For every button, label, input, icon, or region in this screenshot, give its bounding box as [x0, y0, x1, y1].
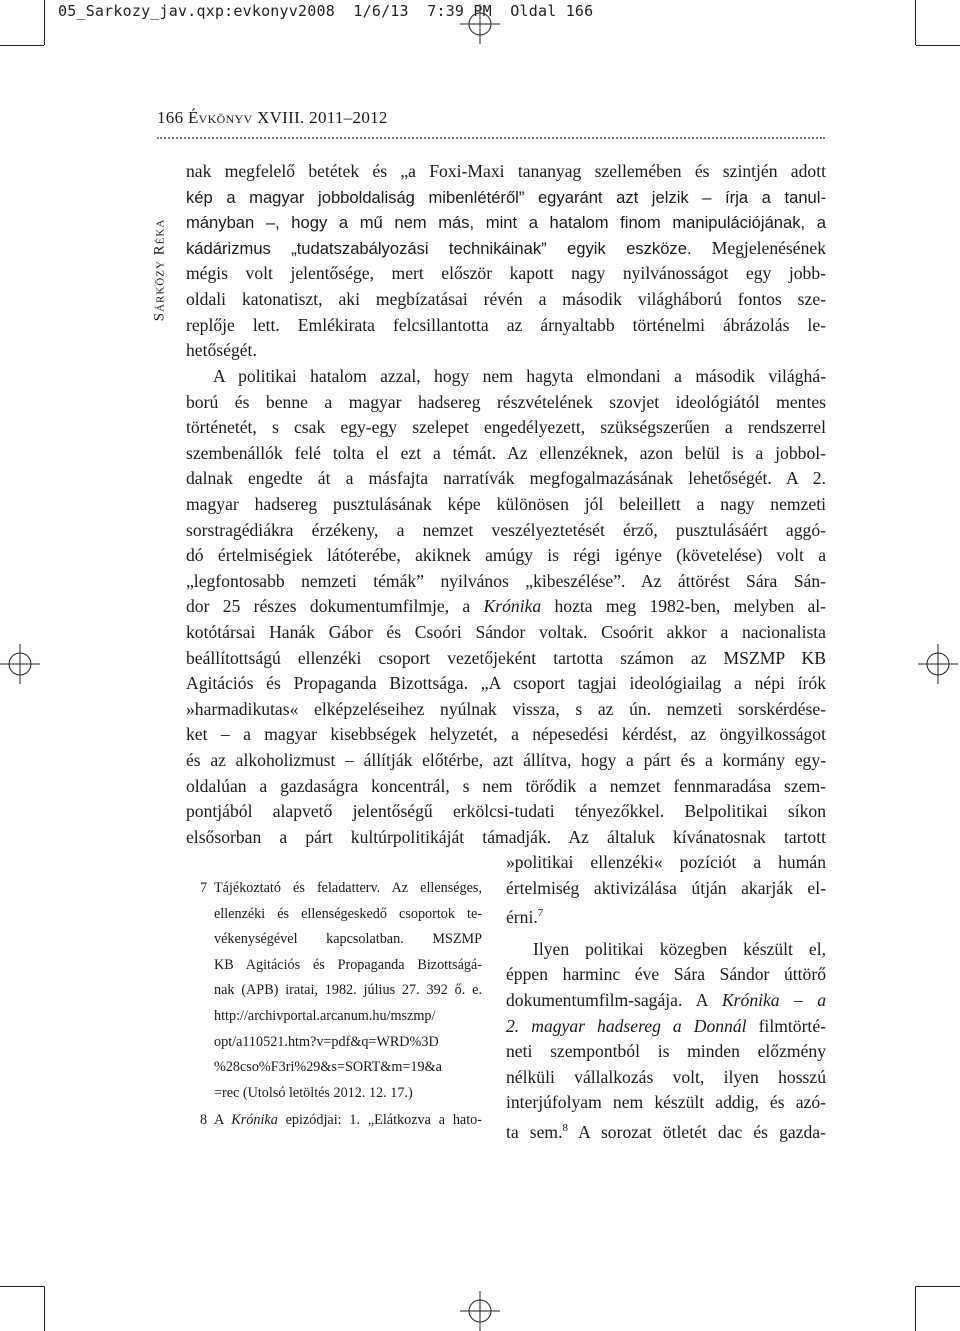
- text-line: értelmiség aktivizálása útján akarják el-: [506, 877, 826, 898]
- text-line: nélküli vállalkozás volt, ilyen hosszú: [506, 1066, 826, 1087]
- text-line: oldalúan a gazdaságra koncentrál, s nem törődik a nemzet fennmaradása szem-: [186, 775, 826, 796]
- text-line: dalnak engedte át a másfajta narratívák megfogalmazásának lehetőségét. A 2.: [186, 468, 826, 489]
- text-line: »harmadikutas« elképzeléseihez nyúlnak vissza, s az ún. nemzeti sorskérdése-: [186, 698, 826, 719]
- footnote-line: [214, 1108, 482, 1134]
- crop-mark: [915, 0, 916, 45]
- registration-mark-icon: [460, 4, 500, 44]
- crop-mark: [0, 45, 44, 46]
- author-name: Sárközy Réka: [151, 218, 168, 322]
- footnote-line: nak (APB) iratai, 1982. július 27. 392 ő. e.: [214, 982, 482, 999]
- text-span: kádárizmus „tudatszabályozási technikáinak” egyik eszköze.: [186, 238, 692, 258]
- text-line: [506, 988, 826, 1014]
- text-line: mégis volt jelentősége, mert először kapott nagy nyilvánosságot egy jobb-: [186, 263, 826, 284]
- text-span: A sorozat ötletét dac és gazda-: [568, 1121, 826, 1142]
- text-line: ború és benne a magyar hadsereg részvételének szovjet ideológiától mentes: [186, 391, 826, 412]
- text-span: dokumentumfilm-sagája. A: [506, 989, 722, 1010]
- crop-mark: [0, 1286, 44, 1287]
- text-line: kép a magyar jobboldaliság mibenlétéről” egyaránt azt jelzik – írja a tanul-: [186, 187, 826, 207]
- spacer: [506, 927, 826, 937]
- text-line: és az alkoholizmust – állítják előtérbe, azt állítva, hogy a párt és a kormány egy-: [186, 749, 826, 770]
- text-span: ta sem.: [506, 1121, 563, 1142]
- crop-mark: [44, 1286, 45, 1331]
- footnote-line: vékenységével kapcsolatban. MSZMP: [214, 931, 482, 948]
- text-line: replője lett. Emlékirata felcsillantotta az árnyaltabb történelmi ábrázolás le-: [186, 314, 826, 335]
- footnote-8: [200, 1108, 482, 1134]
- registration-mark-icon: [918, 644, 958, 684]
- text-line: magyar hadsereg pusztulásának képe különösen jól beleillett a nagy nemzeti: [186, 493, 826, 514]
- registration-mark-icon: [460, 1291, 500, 1331]
- italic-title: 2. magyar hadsereg a Donnál: [506, 1015, 747, 1036]
- text-line: szembenállók felé tolta el ezt a témát. Az ellenzéknek, azon belül is a jobbol-: [186, 442, 826, 463]
- text-line: „legfontosabb nemzeti témák” nyilvános „kibeszélése”. Az áttörést Sára Sán-: [186, 570, 826, 591]
- text-span: epizódjai: 1. „Elátkozva a hato-: [277, 1112, 482, 1128]
- footnote-text: [214, 876, 482, 1106]
- paragraph-2: [186, 364, 826, 850]
- footnote-url[interactable]: %28cso%F3ri%29&s=SORT&m=19&a: [214, 1059, 442, 1076]
- text-line: neti szempontból is minden előzmény: [506, 1041, 826, 1062]
- footnote-url[interactable]: http://archivportal.arcanum.hu/mszmp/: [214, 1007, 436, 1024]
- right-column: [506, 850, 826, 1142]
- text-line: [186, 236, 826, 262]
- paragraph-1: [186, 159, 826, 364]
- text-line: ket – a magyar kisebbségek helyzetét, a népesedési kérdést, az öngyilkosságot: [186, 724, 826, 745]
- text-span: A: [214, 1112, 232, 1128]
- text-line: [506, 1116, 826, 1142]
- text-span: filmtörté-: [746, 1015, 826, 1036]
- text-line: nak megfelelő betétek és „a Foxi-Maxi tananyag szellemében és szintjén adott: [186, 161, 826, 181]
- text-line: dó értelmiségiek látóterébe, akiknek amúgy is régi igénye (követelése) volt a: [186, 545, 826, 566]
- page-number: 166: [157, 108, 184, 127]
- italic-title: Krónika: [483, 596, 542, 617]
- text-line: [186, 594, 826, 620]
- footnote-number: 8: [200, 1112, 208, 1128]
- text-line: sorstragédiákra érzékeny, a nemzet veszélyeztetését érző, pusztulásáért aggó-: [186, 519, 826, 540]
- footnote-text: [214, 1108, 482, 1134]
- footnote-7: [200, 876, 482, 1108]
- italic-title: Krónika: [231, 1112, 278, 1128]
- footnote-number: 7: [200, 880, 208, 896]
- text-line: történetét, s csak egy-egy szelepet engedélyezett, szükségszerűen a rendszerrel: [186, 417, 826, 438]
- text-line: kotótársai Hanák Gábor és Csoóri Sándor voltak. Csoórit akkor a nacionalista: [186, 621, 826, 642]
- text-line: »politikai ellenzéki« pozíciót a humán: [506, 852, 826, 872]
- footnote-line: =rec (Utolsó letöltés 2012. 12. 17.): [214, 1084, 413, 1101]
- footnote-ref-8[interactable]: 8: [562, 1121, 569, 1134]
- book-years: 2011–2012: [309, 108, 388, 127]
- footnote-url[interactable]: opt/a110521.htm?v=pdf&q=WRD%3D: [214, 1033, 439, 1050]
- footnote-ref-7[interactable]: 7: [537, 907, 544, 920]
- text-span: Megjelenésének: [711, 237, 826, 258]
- running-header: [157, 108, 388, 128]
- text-line: pontjából alapvető jelentőségű erkölcsi-tudati tényezőkkel. Belpolitikai síkon: [186, 801, 826, 822]
- text-line: [506, 901, 826, 927]
- text-line: Agitációs és Propaganda Bizottsága. „A csoport tagjai ideológiailag a népi írók: [186, 673, 826, 694]
- text-line: beállítottságú ellenzéki csoport vezetőjeként tartotta számon az MSZMP KB: [186, 647, 826, 668]
- footnote-line: Tájékoztató és feladatterv. Az ellenséges,: [214, 880, 482, 896]
- text-line: interjúfolyam nem készült addig, és azó-: [506, 1092, 826, 1113]
- header-rule: [157, 137, 825, 139]
- text-line: éppen harminc éve Sára Sándor úttörő: [506, 964, 826, 985]
- crop-mark: [44, 0, 45, 45]
- text-line: oldali katonatiszt, aki megbízatásai révén a második világháború fontos sze-: [186, 288, 826, 309]
- text-line: A politikai hatalom azzal, hogy nem hagyta elmondani a második világhá-: [213, 366, 826, 386]
- text-line: hetőségét.: [186, 340, 257, 361]
- registration-mark-icon: [0, 644, 40, 684]
- italic-title: Krónika – a: [721, 989, 826, 1010]
- text-line: elsősorban a párt kultúrpolitikáját támadják. Az általuk kívánatosnak tartott: [186, 826, 826, 847]
- footnote-line: KB Agitációs és Propaganda Bizottságá-: [214, 956, 482, 973]
- crop-mark: [915, 1286, 916, 1331]
- text-span: hozta meg 1982-ben, melyben al-: [541, 596, 827, 617]
- book-title: Évkönyv XVIII.: [187, 108, 305, 127]
- text-line: Ilyen politikai közegben készült el,: [533, 938, 826, 959]
- crop-mark: [916, 45, 960, 46]
- printer-slug: 05_Sarkozy_jav.qxp:evkonyv2008 1/6/13 7:39 PM Oldal 166: [58, 2, 594, 20]
- text-span: érni.: [506, 907, 538, 928]
- text-line: mányban –, hogy a mű nem más, mint a hatalom finom manipulációjának, a: [186, 213, 826, 233]
- crop-mark: [916, 1286, 960, 1287]
- text-line: [506, 1014, 826, 1040]
- text-span: dor 25 részes dokumentumfilmje, a: [186, 596, 484, 617]
- footnote-line: ellenzéki és ellenségeskedő csoportok te-: [214, 905, 482, 922]
